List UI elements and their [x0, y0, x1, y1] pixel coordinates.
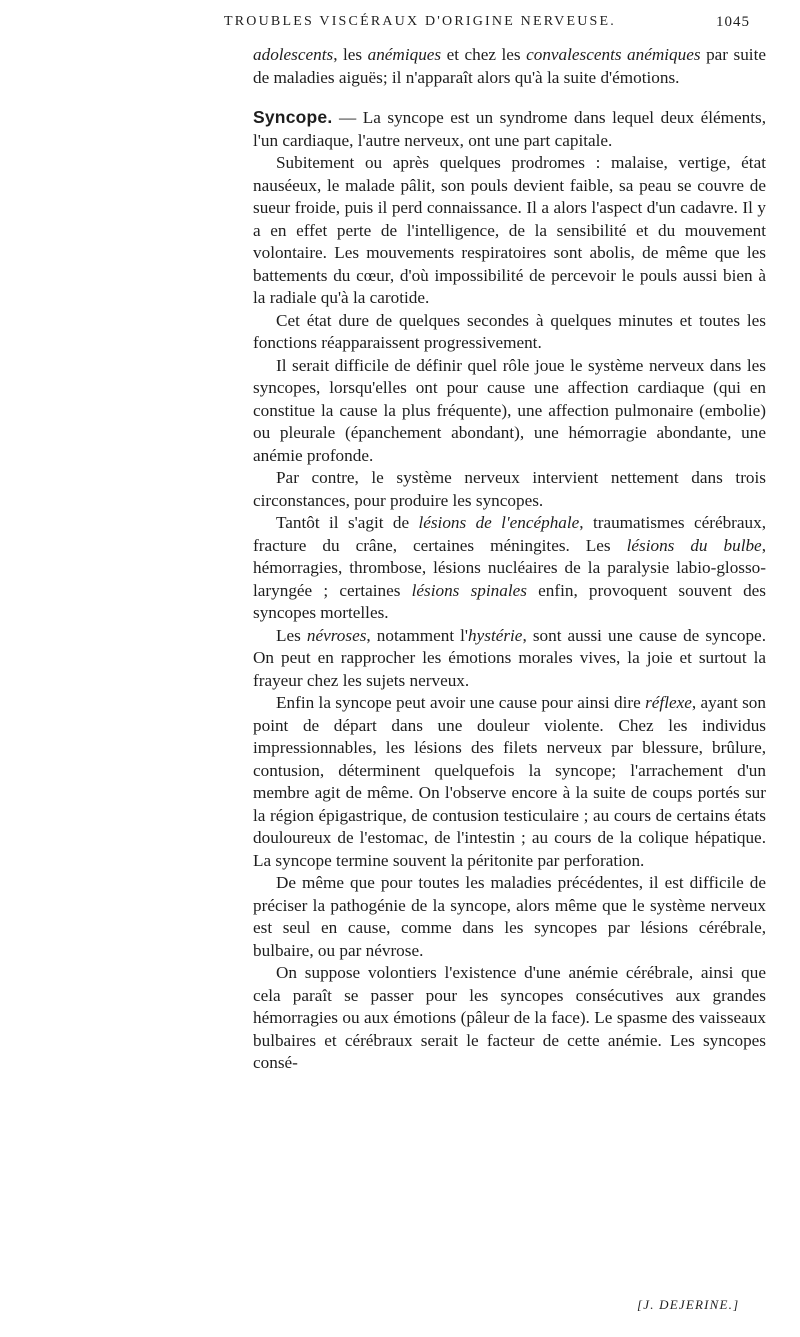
- text-run: , sont aussi une cause de syncope. On peut en rapprocher les émotions morales vives, la joie et surtout la frayeur chez les sujets nerveux.: [253, 625, 766, 690]
- italic-term: adolescents: [253, 45, 334, 64]
- text-run: , ayant son point de départ dans une douleur violente. Chez les individus impressionnables, les lésions des filets nerveux par blessure, brûlure, contusion, déterminent quelquefois la syncope; l'arrachement d'un membre agit de même. On l'observe encore à la suite de coups portés sur la région épigastrique, de contusion testiculaire ; au cours de certains états douloureux de l'estomac, de l'intestin ; au cours de la colique hépatique. La syncope termine souvent la péritonite par perforation.: [253, 693, 766, 870]
- page-number: 1045: [716, 14, 750, 30]
- running-head: [130, 14, 750, 34]
- text-run: et chez les: [441, 45, 527, 64]
- paragraph-trois-circonstances: Par contre, le système nerveux intervient nettement dans trois circonstances, pour produire les syncopes.: [253, 468, 766, 510]
- text-run: Les: [276, 625, 307, 645]
- running-head-title: TROUBLES VISCÉRAUX D'ORIGINE NERVEUSE.: [224, 14, 616, 29]
- italic-term: lésions du bulbe: [626, 535, 762, 555]
- paragraph-duree: Cet état dure de quelques secondes à quelques minutes et toutes les fonctions réapparaissent progressivement.: [253, 310, 766, 352]
- paragraph-anemiques: [253, 44, 766, 89]
- section-heading-syncope: Syncope.: [253, 107, 333, 127]
- paragraph-reflexe: [253, 692, 766, 872]
- author-signature: [J. DEJERINE.]: [637, 1297, 740, 1312]
- paragraph-nevroses: [253, 625, 766, 693]
- body-text: [253, 44, 766, 1075]
- italic-term: lésions de l'encéphale: [418, 513, 580, 532]
- text-run: Tantôt il s'agit de: [276, 513, 419, 532]
- text-run: , les: [333, 45, 368, 64]
- paragraph-syncope-heading: [253, 106, 766, 152]
- italic-term: anémiques: [367, 45, 442, 64]
- paragraph-role-systeme-nerveux: Il serait difficile de définir quel rôle joue le système nerveux dans les syncopes, lorsqu'elles ont pour cause une affection cardiaque (qui en constitue la cause la plus fréquente), une affection pulmonaire (embolie) ou pleurale (épanchement abondant), une hémorragie abondante, une anémie profonde.: [253, 355, 766, 465]
- italic-term: réflexe: [645, 693, 692, 712]
- text-run: , hémorragies, thrombose, lésions nucléaires de la paralysie labio-glosso-laryngée ; certaines: [253, 535, 766, 600]
- text-run: , traumatismes cérébraux, fracture du crâne, certaines méningites. Les: [253, 513, 767, 555]
- italic-term: lésions spinales: [411, 580, 527, 600]
- text-run: par suite de maladies aiguës; il n'apparaît alors qu'à la suite d'émotions.: [253, 45, 766, 87]
- text-run: Enfin la syncope peut avoir une cause pour ainsi dire: [276, 693, 646, 712]
- paragraph-lesions: [253, 512, 766, 625]
- paragraph-symptomes: Subitement ou après quelques prodromes : malaise, vertige, état nauséeux, le malade pâlit, son pouls devient faible, sa peau se couvre de sueur froide, puis il perd connaissance. Il a alors l'aspect d'un cadavre. Il y a en effet perte de l'intelligence, de la sensibilité et du mouvement volontaire. Les mouvements respiratoires sont abolis, de même que les battements du cœur, d'où impossibilité de percevoir le pouls aussi bien à la radiale qu'à la carotide.: [253, 153, 766, 307]
- text-run: , notamment l': [366, 625, 469, 645]
- text-run: enfin, provoquent souvent des syncopes mortelles.: [253, 580, 767, 622]
- paragraph-anemie-cerebrale: On suppose volontiers l'existence d'une anémie cérébrale, ainsi que cela paraît se passer pour les syncopes consécutives aux grandes hémorragies ou aux émotions (pâleur de la face). Le spasme des vaisseaux bulbaires et cérébraux serait le facteur de cette anémie. Les syncopes consé-: [253, 963, 766, 1072]
- italic-term: hystérie: [468, 625, 523, 645]
- italic-term: névroses: [306, 625, 367, 645]
- text-run: — La syncope est un syndrome dans lequel deux éléments, l'un cardiaque, l'autre nerveux, ont une part capitale.: [253, 108, 766, 150]
- paragraph-pathogenie: De même que pour toutes les maladies précédentes, il est difficile de préciser la pathogénie de la syncope, alors même que le système nerveux est seul en cause, comme dans les syncopes par lésions cérébrale, bulbaire, ou par névrose.: [253, 873, 766, 960]
- italic-term: convalescents anémiques: [526, 45, 701, 64]
